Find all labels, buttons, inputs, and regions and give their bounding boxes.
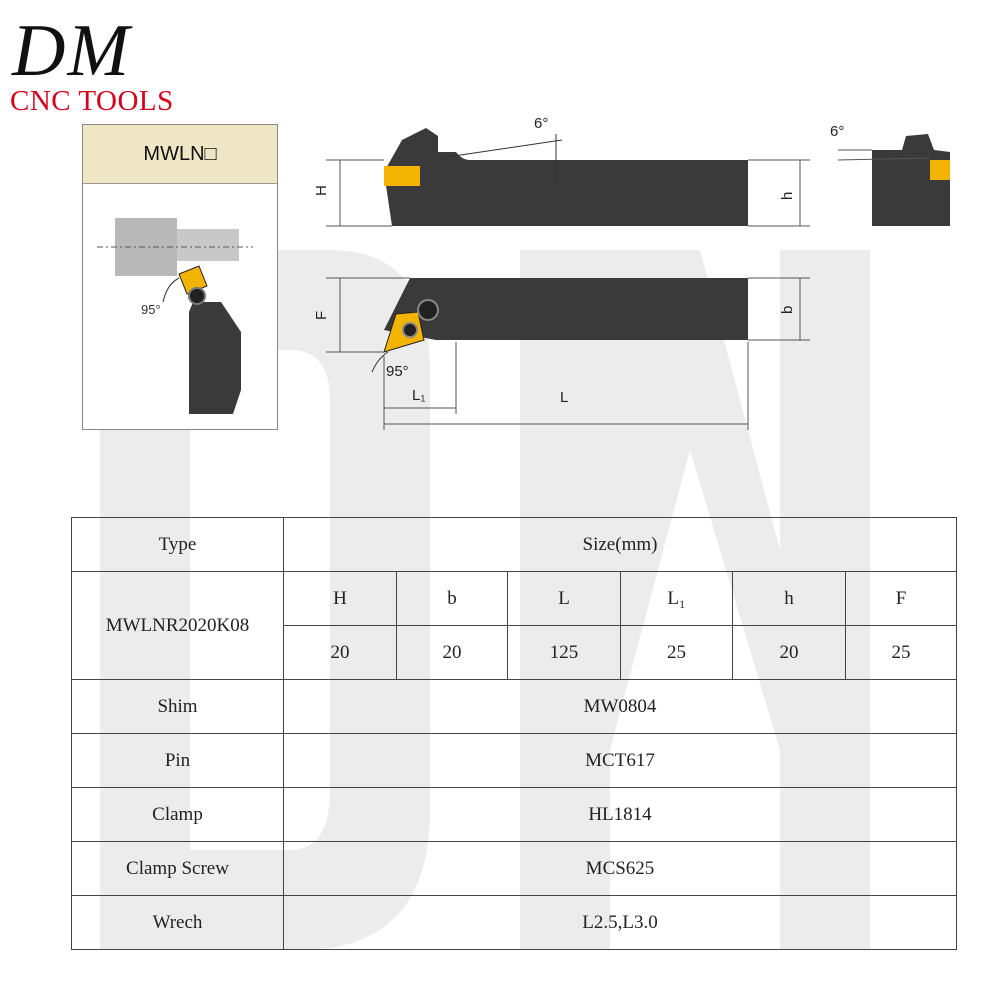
- dim-header-F: F: [846, 572, 957, 626]
- side-view-body: [384, 128, 748, 226]
- rake-line: [440, 140, 562, 158]
- dim-header-h: h: [733, 572, 846, 626]
- dim-value-F: 25: [846, 626, 957, 680]
- dim-header-L: L: [508, 572, 621, 626]
- dim-H-label: H: [313, 185, 330, 196]
- table-row: [72, 788, 957, 842]
- size-header: Size(mm): [284, 518, 957, 572]
- part-value: MCT617: [284, 734, 957, 788]
- type-header: Type: [72, 518, 284, 572]
- spec-table: [71, 517, 957, 950]
- table-row: [72, 896, 957, 950]
- side-view: [313, 115, 810, 226]
- part-label: Clamp: [72, 788, 284, 842]
- part-value: HL1814: [284, 788, 957, 842]
- part-label: Wrech: [72, 896, 284, 950]
- part-label: Clamp Screw: [72, 842, 284, 896]
- top-view: [313, 278, 810, 430]
- dim-L-label: L: [560, 389, 569, 406]
- table-header-row: [72, 518, 957, 572]
- part-value: MW0804: [284, 680, 957, 734]
- dim-b-label: b: [779, 305, 796, 314]
- model-cell: MWLNR2020K08: [72, 572, 284, 680]
- dim-value-L: 125: [508, 626, 621, 680]
- brand-logo: DM: [12, 10, 132, 92]
- table-row: [72, 734, 957, 788]
- dim-value-b: 20: [397, 626, 508, 680]
- dim-header-row: [72, 572, 957, 626]
- dim-h-label: h: [779, 191, 796, 200]
- top-pin-icon: [403, 323, 417, 337]
- end-angle-label: 6°: [830, 123, 845, 140]
- end-view: [830, 123, 950, 226]
- bottom-angle-label: 95°: [386, 363, 409, 380]
- table-row: [72, 842, 957, 896]
- part-label: Shim: [72, 680, 284, 734]
- brand-subtitle: CNC TOOLS: [10, 85, 174, 117]
- angle-label: 95°: [141, 302, 161, 317]
- dim-header-b: b: [397, 572, 508, 626]
- part-value: MCS625: [284, 842, 957, 896]
- side-view-insert: [384, 166, 420, 186]
- dim-value-H: 20: [284, 626, 397, 680]
- part-label: Pin: [72, 734, 284, 788]
- dim-value-L1: 25: [621, 626, 733, 680]
- dim-header-L1: L₁: [621, 572, 733, 626]
- panel-title: MWLN□: [83, 125, 277, 184]
- end-view-insert: [930, 160, 950, 180]
- dim-value-h: 20: [733, 626, 846, 680]
- dim-F-label: F: [313, 310, 330, 320]
- dim-L1-label: L₁: [412, 387, 426, 404]
- top-angle-label: 6°: [534, 115, 549, 132]
- top-clamp-screw-icon: [418, 300, 438, 320]
- dim-header-H: H: [284, 572, 397, 626]
- part-value: L2.5,L3.0: [284, 896, 957, 950]
- table-row: [72, 680, 957, 734]
